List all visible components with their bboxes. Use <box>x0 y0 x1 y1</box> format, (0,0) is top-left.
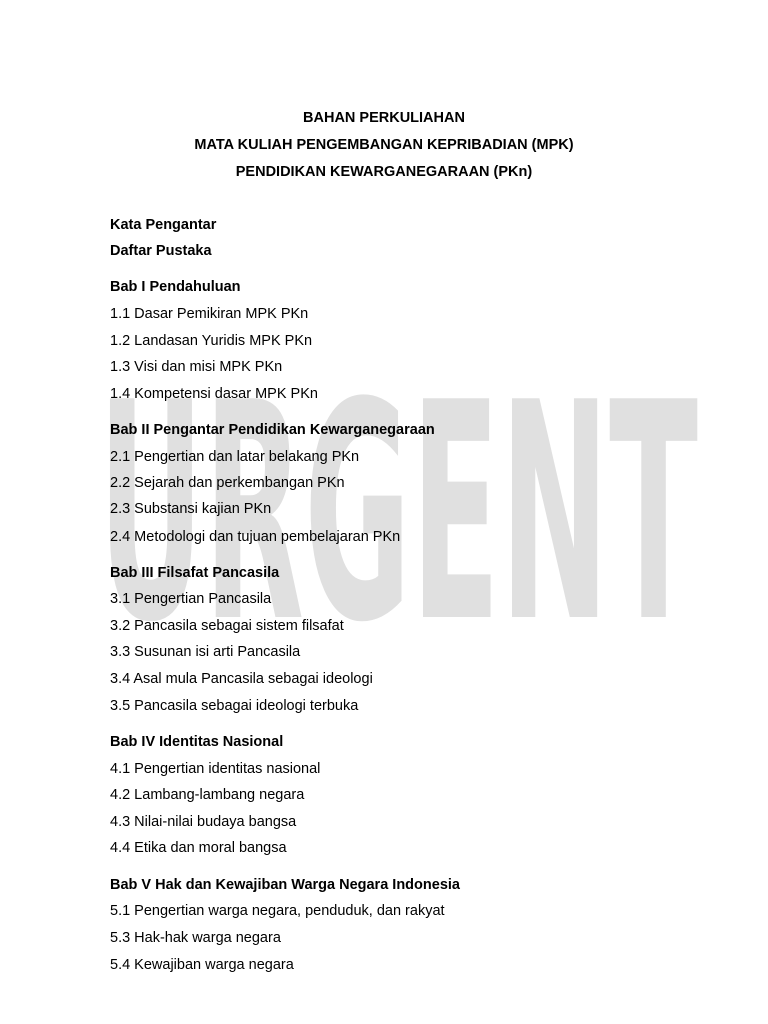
toc-item: 1.2 Landasan Yuridis MPK PKn <box>110 333 313 349</box>
header-line-1: BAHAN PERKULIAHAN <box>303 110 465 126</box>
toc-item: 1.1 Dasar Pemikiran MPK PKn <box>110 306 309 322</box>
toc-item: 2.3 Substansi kajian PKn <box>110 501 272 517</box>
toc-item: 5.4 Kewajiban warga negara <box>110 957 294 973</box>
toc-item: 2.1 Pengertian dan latar belakang PKn <box>110 449 360 465</box>
bab-1-title: Bab I Pendahuluan <box>110 279 241 295</box>
toc-item: 2.4 Metodologi dan tujuan pembelajaran PKn <box>110 529 401 545</box>
header-line-2: MATA KULIAH PENGEMBANGAN KEPRIBADIAN (MPK) <box>194 137 574 153</box>
bab-3-title: Bab III Filsafat Pancasila <box>110 565 280 581</box>
toc-item: 1.4 Kompetensi dasar MPK PKn <box>110 386 318 402</box>
toc-item: 3.1 Pengertian Pancasila <box>110 591 272 607</box>
header-line-3: PENDIDIKAN KEWARGANEGARAAN (PKn) <box>235 164 533 180</box>
bab-2-title: Bab II Pengantar Pendidikan Kewarganegaraan <box>110 422 435 438</box>
toc-item: 4.1 Pengertian identitas nasional <box>110 761 321 777</box>
toc-item: 2.2 Sejarah dan perkembangan PKn <box>110 475 345 491</box>
toc-item: 3.3 Susunan isi arti Pancasila <box>110 644 301 660</box>
bab-4-title: Bab IV Identitas Nasional <box>110 734 284 750</box>
toc-item: 4.4 Etika dan moral bangsa <box>110 840 287 856</box>
toc-item: 5.3 Hak-hak warga negara <box>110 930 281 946</box>
toc-daftar-pustaka: Daftar Pustaka <box>110 243 212 259</box>
bab-5-title: Bab V Hak dan Kewajiban Warga Negara Indonesia <box>110 877 460 893</box>
toc-item: 4.2 Lambang-lambang negara <box>110 787 305 803</box>
toc-item: 3.2 Pancasila sebagai sistem filsafat <box>110 618 344 634</box>
toc-item: 4.3 Nilai-nilai budaya bangsa <box>110 814 297 830</box>
toc-item: 3.4 Asal mula Pancasila sebagai ideologi <box>110 671 373 687</box>
watermark-text: URGENT <box>98 375 698 665</box>
toc-item: 1.3 Visi dan misi MPK PKn <box>110 359 283 375</box>
toc-item: 3.5 Pancasila sebagai ideologi terbuka <box>110 698 359 714</box>
toc-item: 5.1 Pengertian warga negara, penduduk, dan rakyat <box>110 903 445 919</box>
toc-kata-pengantar: Kata Pengantar <box>110 217 217 233</box>
